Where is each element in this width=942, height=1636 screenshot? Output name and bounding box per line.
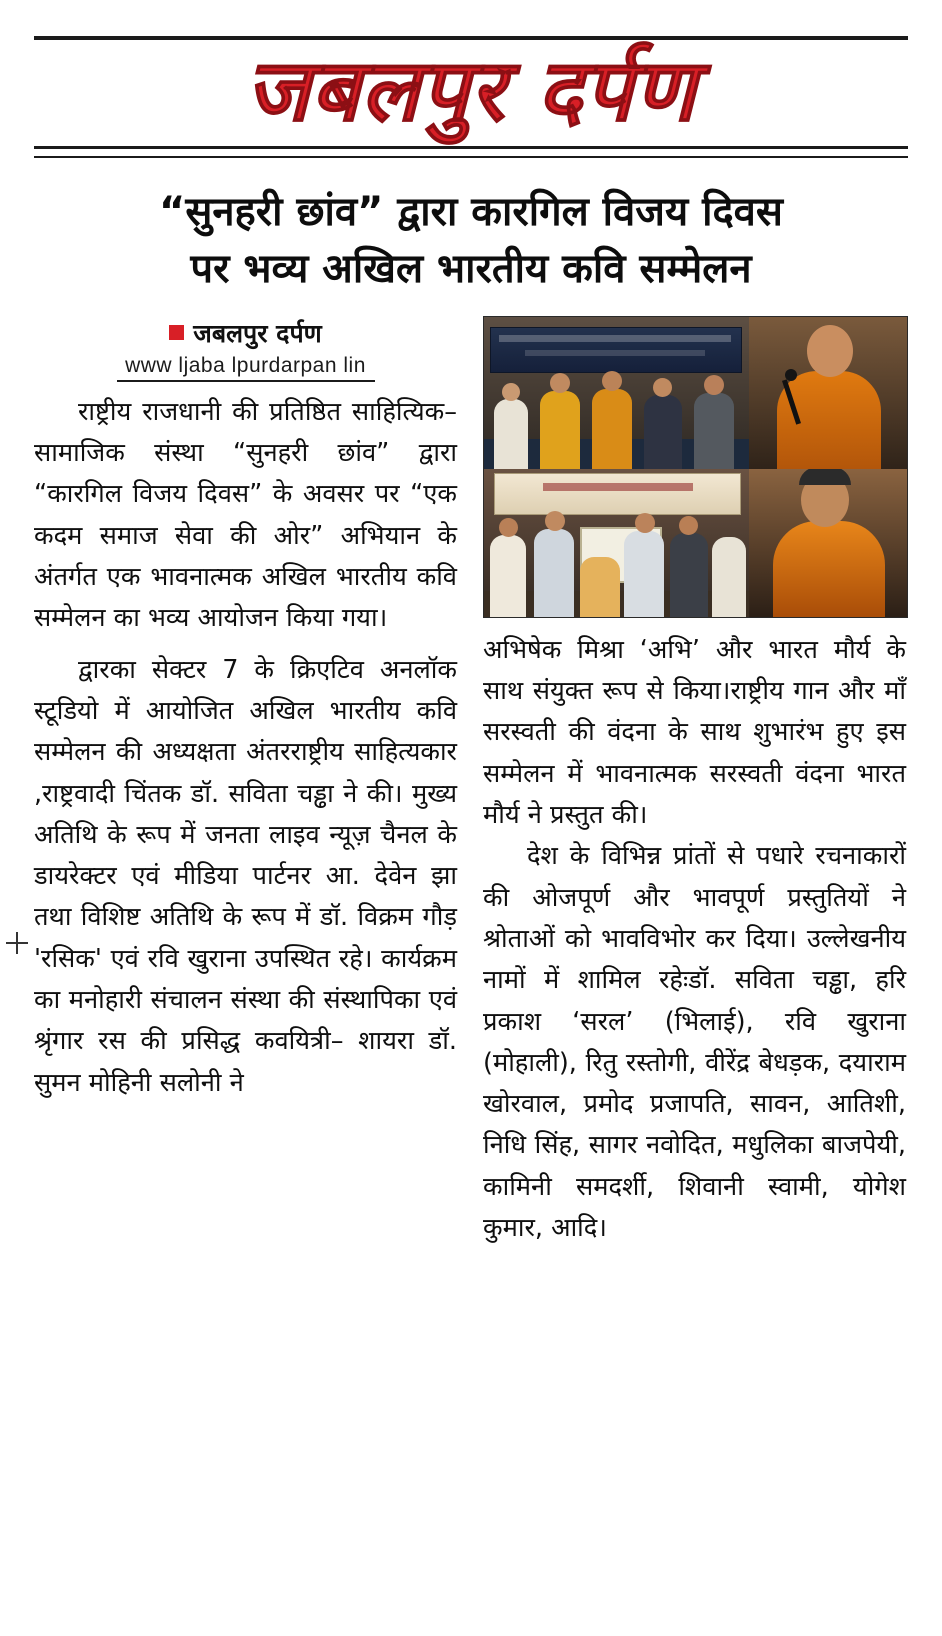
byline-row <box>169 316 321 350</box>
article-columns <box>34 316 908 1249</box>
event-banner <box>494 473 741 515</box>
photo-panel-speaker-top <box>749 317 907 469</box>
masthead-rule <box>34 156 908 158</box>
left-paragraph-1: राष्ट्रीय राजधानी की प्रतिष्ठित साहित्यिक–सामाजिक संस्था “सुनहरी छांव” द्वारा “कारगिल विजय दिवस” के अवसर पर “एक कदम समाज सेवा की ओर” अभियान के अंतर्गत एक भावनात्मक अखिल भारतीय कवि सम्मेलन का भव्य आयोजन किया गया। <box>34 396 457 634</box>
left-paragraph-2: द्वारका सेक्टर 7 के क्रिएटिव अनलॉक स्टूडियो में आयोजित अखिल भारतीय कवि सम्मेलन की अध्यक्षता अंतरराष्ट्रीय साहित्यकार ,राष्ट्रवादी चिंतक डॉ. सविता चड्ढा ने की। मुख्य अतिथि के रूप में जनता लाइव न्यूज़ चैनल के डायरेक्टर एवं मीडिया पार्टनर आ. देवेन झा तथा विशिष्ट अतिथि के रूप में डॉ. विक्रम गौड़ 'रसिक' एवं रवि खुराना उपस्थित रहे। कार्यक्रम का मनोहारी संचालन संस्था की संस्थापिका एवं श्रृंगार रस की प्रसिद्ध कवयित्री– शायरा डॉ. सुमन मोहिनी सलोनी ने <box>34 654 457 1098</box>
article-headline <box>44 184 898 298</box>
byline-source: जबलपुर दर्पण <box>193 318 322 348</box>
headline-line-1: “सुनहरी छांव” द्वारा कारगिल विजय दिवस <box>159 189 783 236</box>
left-column <box>34 316 457 1104</box>
masthead <box>34 36 908 149</box>
registration-crop-mark <box>6 932 28 954</box>
stage-backdrop-banner <box>490 327 742 373</box>
article-photo-collage <box>483 316 908 618</box>
photo-panel-award-ceremony <box>484 469 749 617</box>
headline-line-2: पर भव्य अखिल भारतीय कवि सम्मेलन <box>190 246 752 293</box>
right-paragraph-2: देश के विभिन्न प्रांतों से पधारे रचनाकारों की ओजपूर्ण और भावपूर्ण प्रस्तुतियों ने श्रोताओं को भावविभोर कर दिया। उल्लेखनीय नामों में शामिल रहेःडॉ. सविता चड्ढा, हरि प्रकाश ‘सरल’ (भिलाई), रवि खुराना (मोहाली), रितु रस्तोगी, वीरेंद्र बेधड़क, दयाराम खोरवाल, प्रमोद प्रजापति, सावन, आतिशी, निधि सिंह, सागर नवोदित, मधुलिका बाजपेयी, कामिनी समदर्शी, शिवानी स्वामी, योगेश कुमार, आदि। <box>483 841 906 1244</box>
red-square-icon <box>169 325 184 340</box>
masthead-title: जबलपुर दर्पण <box>245 41 697 141</box>
byline <box>34 316 457 382</box>
right-paragraph-1: अभिषेक मिश्रा ‘अभि’ और भारत मौर्य के साथ संयुक्त रूप से किया।राष्ट्रीय गान और माँ सरस्वती की वंदना के साथ शुभारंभ हुए इस सम्मेलन में भावनात्मक सरस्वती वंदना भारत मौर्य ने प्रस्तुत की। <box>483 634 906 831</box>
photo-panel-stage <box>484 317 749 469</box>
byline-website: www ljaba lpurdarpan lin <box>117 354 375 382</box>
newspaper-page <box>0 36 942 1636</box>
right-column <box>483 316 906 1249</box>
photo-panel-speaker-bottom <box>749 469 907 617</box>
